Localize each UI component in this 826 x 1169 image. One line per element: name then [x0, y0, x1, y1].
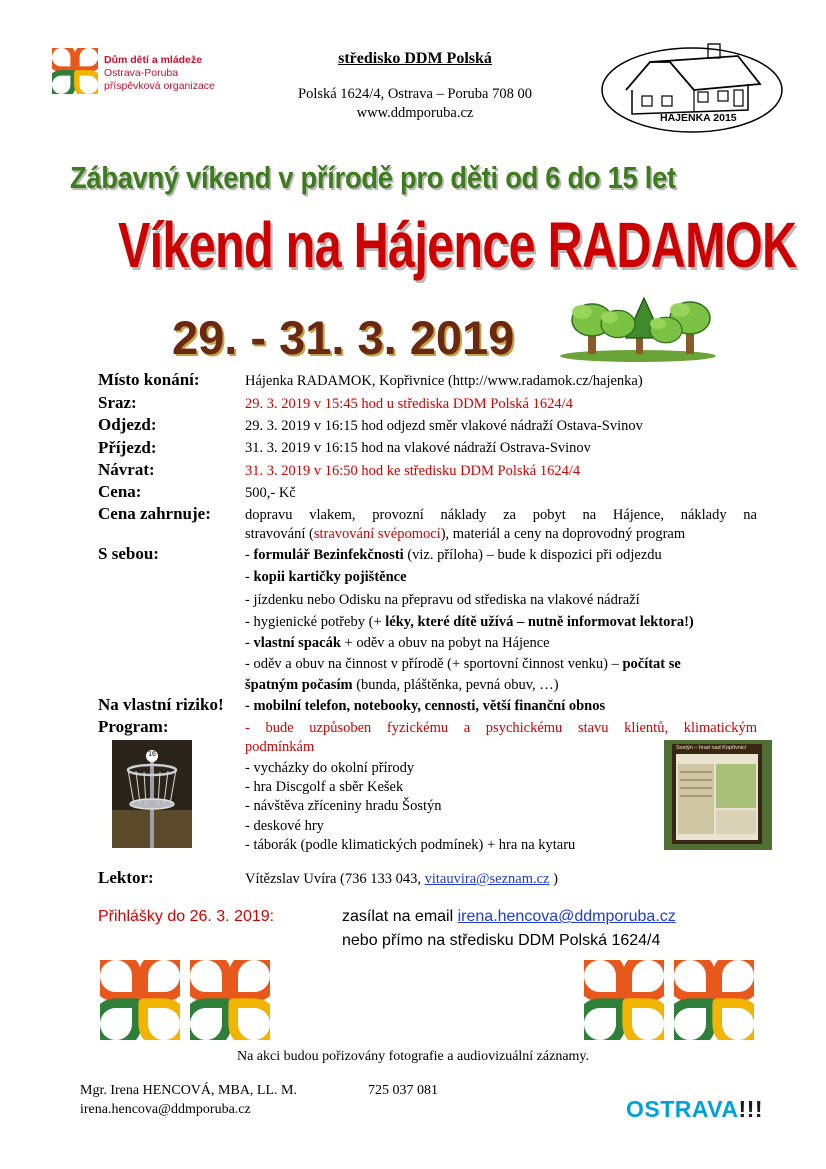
label-odjezd: Odjezd: [98, 415, 157, 434]
contact-email: irena.hencova@ddmporuba.cz [80, 1102, 251, 1117]
clover-icon-3 [584, 960, 664, 1040]
ostrava-logo [626, 1096, 763, 1123]
clover-icon-2 [190, 960, 270, 1040]
s-sebou-item-5 [245, 635, 550, 652]
value-riziko: - mobilní telefon, notebooky, cennosti, větší finanční obnos [245, 698, 606, 714]
cena-zahrnuje-text-a: stravování ( [245, 526, 314, 542]
value-lektor [245, 871, 558, 888]
discgolf-photo [112, 740, 192, 848]
s7a: špatným počasím [245, 677, 353, 693]
label-prijezd: Příjezd: [98, 438, 157, 457]
s5a: - [245, 635, 254, 651]
value-odjezd: 29. 3. 2019 v 16:15 hod odjezd směr vlakové nádraží Ostava-Svinov [245, 418, 643, 434]
value-navrat: 31. 3. 2019 v 16:50 hod ke středisku DDM Polská 1624/4 [245, 463, 581, 479]
header-address: Polská 1624/4, Ostrava – Poruba 708 00 [298, 86, 532, 102]
ddm-logo-icon [52, 48, 98, 94]
s7b: (bunda, pláštěnka, pevná obuv, …) [352, 677, 559, 693]
event-title: Víkend na Hájence RADAMOK [118, 209, 797, 281]
prihlasky-line1 [342, 908, 676, 926]
cena-zahrnuje-text-b: ), materiál a ceny na doprovodný program [440, 526, 686, 542]
label-program: Program: [98, 717, 169, 736]
s-sebou-item-3: - jízdenku nebo Odisku na přepravu od střediska na vlakové nádraží [245, 592, 640, 608]
discgolf-number: 16 [148, 751, 156, 758]
s1c: (viz. příloha) – bude k dispozici při odjezdu [403, 547, 662, 563]
s4a: - hygienické potřeby (+ [245, 614, 386, 630]
cena-zahrnuje-red: stravování svépomocí [313, 526, 441, 542]
s5b: vlastní spacák [253, 635, 341, 651]
value-misto: Hájenka RADAMOK, Kopřivnice (http://www.radamok.cz/hajenka) [245, 373, 643, 389]
program-item-3: - návštěva zříceniny hradu Šostýn [245, 798, 442, 814]
value-prijezd: 31. 3. 2019 v 16:15 hod na vlakové nádraží Ostrava-Svinov [245, 440, 591, 456]
program-item-2: - hra Discgolf a sběr Kešek [245, 779, 404, 795]
lektor-text-b: ) [549, 871, 558, 887]
lektor-email-link[interactable]: vitauvira@seznam.cz [424, 871, 550, 887]
clover-icon-1 [100, 960, 180, 1040]
ostrava-exclamations: !!! [738, 1096, 764, 1122]
value-sraz: 29. 3. 2019 v 15:45 hod u střediska DDM Polská 1624/4 [245, 396, 573, 412]
footer-note: Na akci budou pořizovány fotografie a audiovizuální záznamy. [236, 1049, 590, 1064]
s-sebou-item-2 [245, 569, 407, 586]
label-sraz: Sraz: [98, 393, 137, 412]
ddm-logo-text [104, 54, 215, 93]
sostyn-sign-photo [664, 740, 772, 850]
s-sebou-item-6 [245, 656, 681, 673]
s5c: + oděv a obuv na pobyt na Hájence [340, 635, 550, 651]
program-item-1: - vycházky do okolní přírody [245, 760, 415, 776]
logo-line1: Dům dětí a mládeže [104, 54, 203, 66]
s-sebou-item-7 [245, 677, 559, 694]
event-dates: 29. - 31. 3. 2019 [172, 311, 515, 364]
contact-name: Mgr. Irena HENCOVÁ, MBA, LL. M. [80, 1083, 297, 1098]
sign-title: Šostýn – hrad nad Kopřivnicí [676, 745, 747, 751]
s2b: kopii kartičky pojištěnce [253, 569, 407, 585]
lektor-text-a: Vítězslav Uvíra (736 133 043, [245, 871, 425, 887]
program-item-5: - táborák (podle klimatických podmínek) + hra na kytaru [245, 837, 576, 853]
header-title: středisko DDM Polská [338, 50, 492, 67]
label-cena-zahrnuje: Cena zahrnuje: [98, 504, 211, 523]
event-subtitle: Zábavný víkend v přírodě pro děti od 6 do 15 let [70, 160, 676, 195]
program-red-line2: podmínkám [245, 739, 315, 755]
prihlasky-text: zasílat na email [342, 908, 458, 925]
s1a: - [245, 547, 254, 563]
label-misto: Místo konání: [98, 370, 200, 389]
clover-icon-4 [674, 960, 754, 1040]
s2a: - [245, 569, 254, 585]
ostrava-brand: OSTRAVA [626, 1096, 739, 1122]
contact-phone: 725 037 081 [368, 1083, 438, 1098]
label-s-sebou: S sebou: [98, 544, 159, 563]
program-item-4: - deskové hry [245, 818, 324, 834]
s-sebou-item-4 [245, 614, 694, 631]
trees-icon [558, 292, 720, 364]
s6b: počítat se [622, 656, 681, 672]
value-cena-zahrnuje-line2 [245, 526, 685, 543]
label-cena: Cena: [98, 482, 142, 501]
house-caption: HÁJENKA 2015 [660, 112, 737, 124]
prihlasky-line2: nebo přímo na středisku DDM Polská 1624/4 [342, 932, 661, 949]
value-cena-zahrnuje-line1: dopravu vlakem, provozní náklady za pobyt na Hájence, náklady na [245, 507, 757, 523]
info-board-icon [664, 740, 772, 850]
logo-line3: příspěvková organizace [104, 80, 215, 92]
s4b: léky, které dítě užívá – nutně informovat lektora!) [385, 614, 694, 630]
logo-line2: Ostrava-Poruba [104, 67, 179, 79]
label-navrat: Návrat: [98, 460, 155, 479]
header-web: www.ddmporuba.cz [356, 105, 474, 121]
program-red-line1: - bude uzpůsoben fyzickému a psychickému stavu klientů, klimatickým [245, 720, 757, 736]
s-sebou-item-1 [245, 547, 662, 564]
label-lektor: Lektor: [98, 868, 154, 887]
value-cena: 500,- Kč [245, 485, 296, 501]
s6a: - oděv a obuv na činnost v přírodě (+ sportovní činnost venku) – [245, 656, 623, 672]
prihlasky-label: Přihlášky do 26. 3. 2019: [98, 908, 275, 925]
label-riziko: Na vlastní riziko! [98, 695, 224, 714]
s1b: formulář Bezinfekčnosti [253, 547, 404, 563]
header [270, 50, 560, 122]
prihlasky-email-link[interactable]: irena.hencova@ddmporuba.cz [457, 908, 676, 925]
